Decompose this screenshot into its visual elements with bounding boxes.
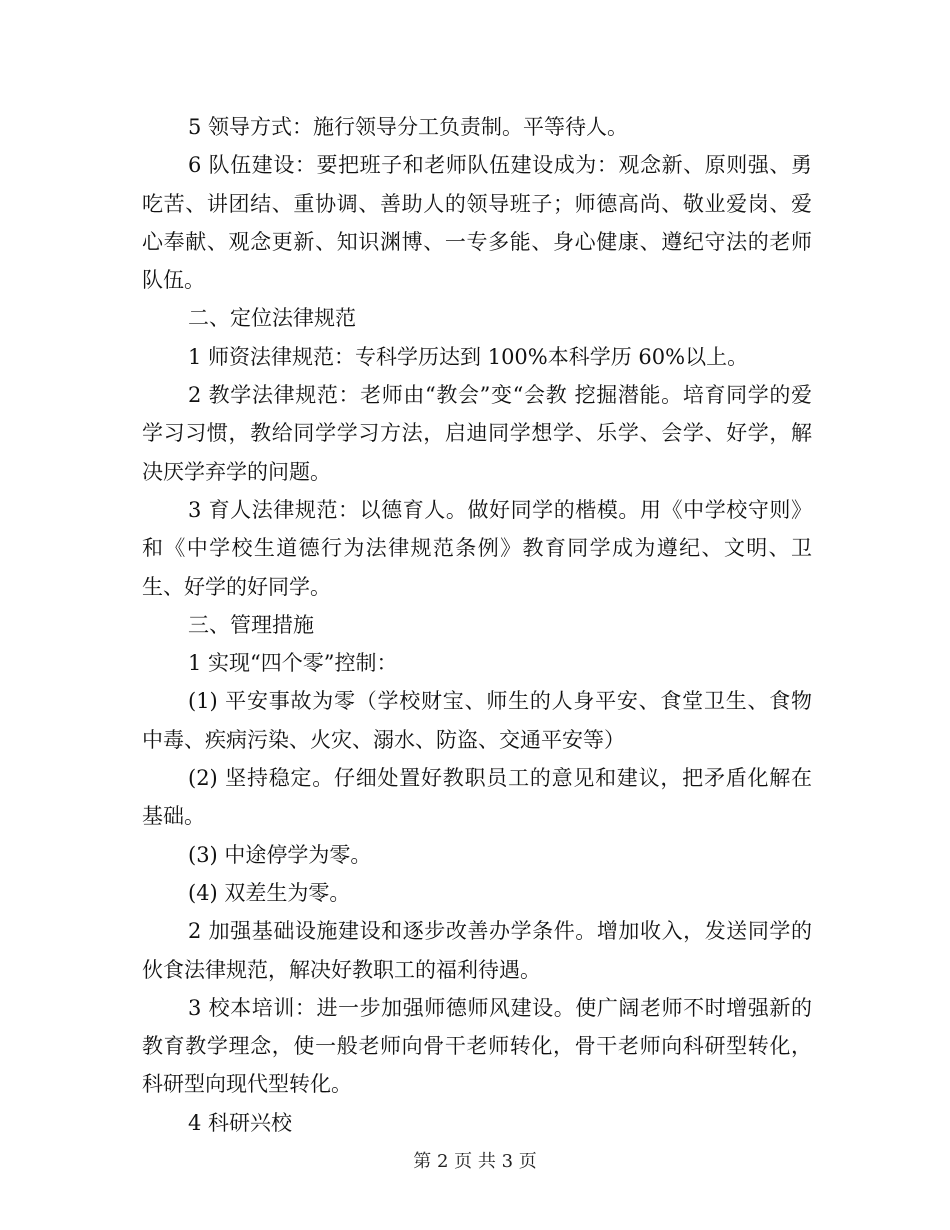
paragraph-team-building: 6 队伍建设：要把班子和老师队伍建设成为：观念新、原则强、勇吃苦、讲团结、重协调、善助人的领导班子；师德高尚、敬业爱岗、爱心奉献、观念更新、知识渊博、一专多能、身心健康、遵纪守法的老师队伍。 (142, 153, 812, 293)
paragraph-teaching-standards: 2 教学法律规范：老师由“教会”变“会教 挖掘潜能。培育同学的爱学习习惯，教给同学学习方法，启迪同学想学、乐学、会学、好学，解决厌学弃学的问题。 (142, 383, 812, 484)
paragraph-training: 3 校本培训：进一步加强师德师风建设。使广阔老师不时增强新的教育教学理念，使一般老师向骨干老师转化，骨干老师向科研型转化，科研型向现代型转化。 (142, 995, 812, 1097)
list-item-dropout: (3) 中途停学为零。 (188, 842, 372, 867)
paragraph-leadership-style: 5 领导方式：施行领导分工负责制。平等待人。 (188, 115, 629, 139)
section-heading-measures: 三、管理措施 (188, 612, 314, 637)
list-item-safety: (1) 平安事故为零（学校财宝、师生的人身平安、食堂卫生、食物中毒、疾病污染、火灾、溺水、防盗、交通平安等） (142, 689, 812, 752)
paragraph-infrastructure: 2 加强基础设施建设和逐步改善办学条件。增加收入，发送同学的伙食法律规范，解决好教职工的福利待遇。 (142, 919, 812, 982)
document-body (142, 108, 812, 1142)
section-heading-standards: 二、定位法律规范 (188, 306, 356, 331)
list-item-double-poor: (4) 双差生为零。 (188, 880, 351, 905)
page-number-footer: 第 2 页 共 3 页 (413, 1151, 537, 1172)
paragraph-four-zeros: 1 实现“四个零”控制： (188, 651, 398, 676)
paragraph-research: 4 科研兴校 (188, 1110, 293, 1135)
paragraph-education-standards: 3 育人法律规范：以德育人。做好同学的楷模。用《中学校守则》和《中学校生道德行为法律规范条例》教育同学成为遵纪、文明、卫生、好学的好同学。 (142, 497, 812, 599)
paragraph-teacher-standards: 1 师资法律规范：专科学历达到 100%本科学历 60%以上。 (188, 344, 749, 369)
list-item-stability: (2) 坚持稳定。仔细处置好教职员工的意见和建议，把矛盾化解在基础。 (142, 766, 812, 829)
